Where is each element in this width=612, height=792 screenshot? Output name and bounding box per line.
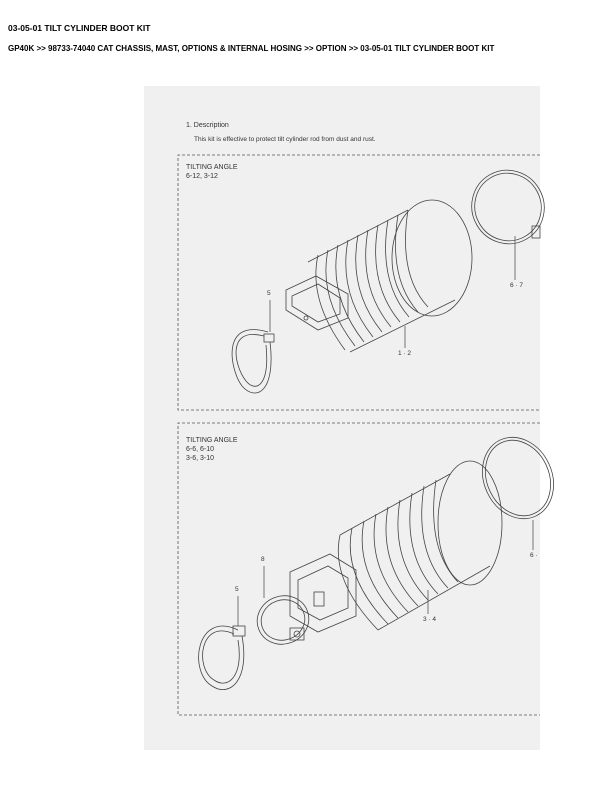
cable-tie-bottom	[199, 626, 245, 690]
angle-label: TILTING ANGLE	[186, 437, 238, 444]
angle-values: 3-6, 3-10	[186, 455, 215, 462]
boot-3-4	[290, 461, 502, 632]
callout-tie-top: 5	[267, 290, 271, 297]
hose-clamp-8	[250, 589, 315, 652]
top-panel-border	[178, 155, 540, 410]
description-text: This kit is effective to protect tilt cylinder rod from dust and rust.	[194, 136, 376, 143]
boot-1-2	[286, 200, 472, 352]
bottom-panel-angle	[186, 436, 238, 463]
cable-tie-top	[232, 330, 274, 393]
callout-boot-bottom: 3 · 4	[423, 616, 437, 623]
angle-label: TILTING ANGLE	[186, 164, 238, 171]
callout-boot-top: 1 · 2	[398, 350, 412, 357]
ring-6-bottom	[469, 426, 566, 531]
top-panel-angle	[186, 163, 238, 181]
callout-tie-bottom: 5	[235, 586, 239, 593]
breadcrumb: GP40K >> 98733-74040 CAT CHASSIS, MAST, OPTIONS & INTERNAL HOSING >> OPTION >> 03-05-01 TILT CYLINDER BOOT KIT	[8, 44, 495, 53]
angle-values: 6-12, 3-12	[186, 173, 218, 180]
description-heading: 1. Description	[186, 122, 229, 129]
callout-ring-top: 6 · 7	[510, 282, 524, 289]
page-title: 03-05-01 TILT CYLINDER BOOT KIT	[8, 23, 151, 33]
ring-6-7	[458, 157, 557, 257]
callout-clamp: 8	[261, 556, 265, 563]
angle-values: 6-6, 6-10	[186, 446, 215, 453]
callout-ring-bottom: 6 ·	[530, 552, 538, 559]
